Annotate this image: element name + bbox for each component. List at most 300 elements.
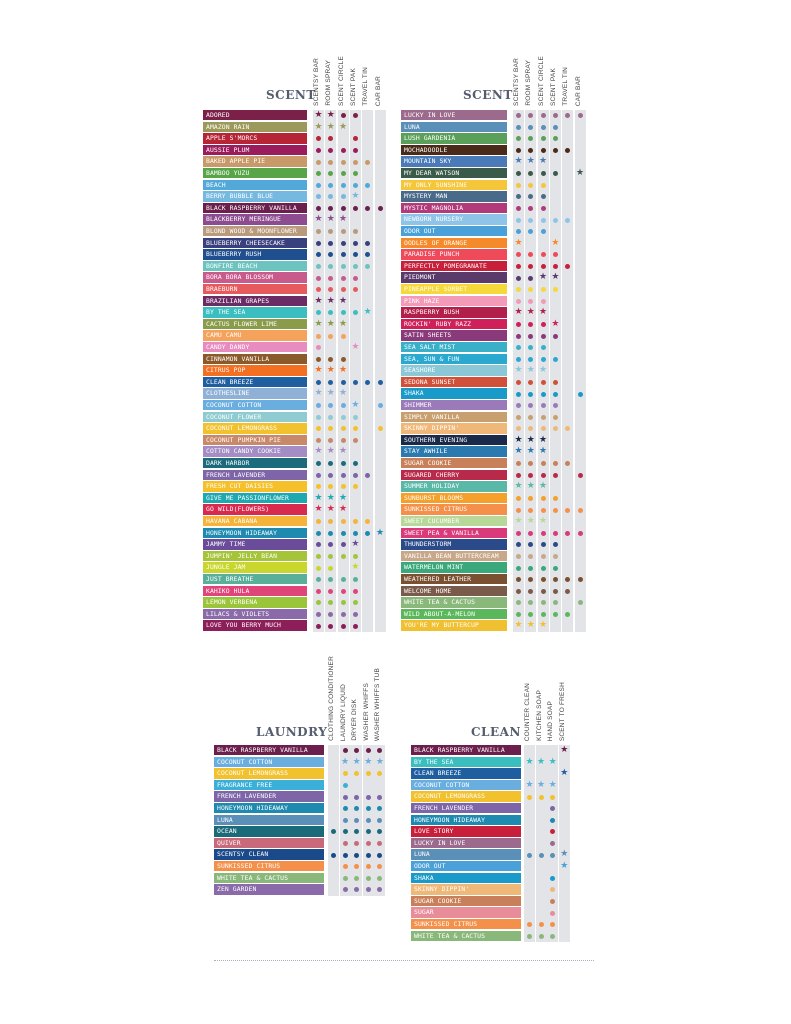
star-icon: ★	[326, 504, 335, 515]
table-row	[203, 423, 387, 435]
dot-icon	[375, 423, 386, 435]
dot-icon	[338, 470, 349, 482]
fragrance-name: SWEET CUCUMBER	[401, 516, 507, 526]
dot-icon	[550, 145, 561, 157]
table-row	[214, 768, 386, 780]
star-icon: ★	[526, 365, 535, 376]
dot-icon	[338, 272, 349, 284]
dot-icon	[536, 791, 547, 803]
star-icon: ★	[314, 388, 323, 399]
table-row	[203, 528, 387, 540]
dot-icon	[513, 226, 524, 238]
table-row	[203, 307, 387, 319]
dot-icon	[513, 110, 524, 122]
column-header-room-spray	[325, 0, 336, 110]
star-icon: ★	[514, 365, 523, 376]
star-icon: ★	[575, 168, 585, 178]
fragrance-name: NEWBORN NURSERY	[401, 214, 507, 224]
dot-icon	[562, 528, 573, 540]
fragrance-name: WEATHERED LEATHER	[401, 574, 507, 584]
fragrance-name: JUMPIN' JELLY BEAN	[203, 551, 307, 561]
dot-icon	[351, 745, 362, 757]
dot-icon	[325, 412, 336, 424]
dot-icon	[340, 791, 351, 803]
fragrance-name: FRENCH LAVENDER	[214, 791, 324, 801]
fragrance-name: SUNBURST BLOOMS	[401, 493, 507, 503]
dot-icon	[538, 562, 549, 574]
star-icon: ★	[525, 756, 534, 767]
table-row	[214, 849, 386, 861]
dot-icon	[525, 423, 536, 435]
fragrance-name: OODLES OF ORANGE	[401, 238, 507, 248]
dot-icon	[547, 838, 558, 850]
column-header-label: TRAVEL TIN	[362, 67, 370, 106]
dot-icon	[562, 110, 573, 122]
star-icon: ★	[551, 318, 560, 329]
dot-icon	[362, 470, 373, 482]
dot-icon	[350, 377, 361, 389]
dot-icon	[340, 780, 351, 792]
dot-icon	[338, 145, 349, 157]
table-row	[401, 122, 587, 134]
table-row	[203, 261, 387, 273]
column-header-clothing-conditioner	[328, 595, 339, 745]
fragrance-name: SUGAR	[411, 907, 521, 917]
dot-icon	[525, 319, 536, 331]
star-icon: ★	[314, 446, 323, 457]
dot-icon	[313, 609, 324, 621]
star-icon: ★	[548, 779, 557, 790]
dot-icon	[350, 551, 361, 563]
fragrance-name: MY DEAR WATSON	[401, 168, 507, 178]
table-row	[203, 249, 387, 261]
fragrance-name: CAMU CAMU	[203, 330, 307, 340]
dot-icon	[525, 214, 536, 226]
star-icon: ★	[560, 745, 569, 755]
dot-icon	[351, 849, 362, 861]
table-row	[411, 838, 570, 850]
dot-icon	[525, 400, 536, 412]
dot-icon	[313, 412, 324, 424]
dot-icon	[374, 884, 385, 896]
column-header-scentsy-bar	[313, 0, 324, 110]
table-row	[401, 342, 587, 354]
dot-icon	[538, 284, 549, 296]
table-row	[411, 896, 570, 908]
table-row	[401, 214, 587, 226]
dot-icon	[325, 145, 336, 157]
table-row	[411, 919, 570, 931]
fragrance-name: BAMBOO YUZU	[203, 168, 307, 178]
dot-icon	[575, 528, 586, 540]
dot-icon	[538, 122, 549, 134]
column-header-scentsy-bar	[513, 0, 524, 110]
table-row	[203, 226, 387, 238]
dot-icon	[340, 884, 351, 896]
dot-icon	[550, 330, 561, 342]
fragrance-name: BY THE SEA	[411, 757, 521, 767]
dot-icon	[547, 873, 558, 885]
dot-icon	[525, 388, 536, 400]
column-header-label: SCENTSY BAR	[313, 58, 320, 106]
dot-icon	[550, 562, 561, 574]
dot-icon	[338, 412, 349, 424]
dot-icon	[350, 110, 361, 122]
dot-icon	[525, 226, 536, 238]
fragrance-name: WHITE TEA & CACTUS	[214, 873, 324, 883]
fragrance-name: BLUEBERRY CHEESECAKE	[203, 238, 307, 248]
fragrance-name: LEMON VERBENA	[203, 597, 307, 607]
dot-icon	[550, 377, 561, 389]
dot-icon	[538, 168, 549, 180]
dot-icon	[562, 423, 573, 435]
dot-icon	[338, 400, 349, 412]
dot-icon	[536, 919, 547, 931]
fragrance-name: BAKED APPLE PIE	[203, 156, 307, 166]
table-row	[401, 354, 587, 366]
dot-icon	[513, 539, 524, 551]
dot-icon	[550, 133, 561, 145]
dot-icon	[525, 133, 536, 145]
table-row	[401, 307, 587, 319]
dot-icon	[575, 597, 586, 609]
fragrance-name: PINK HAZE	[401, 296, 507, 306]
dot-icon	[550, 122, 561, 134]
dot-icon	[547, 849, 558, 861]
fragrance-name: HONEYMOON HIDEAWAY	[214, 803, 324, 813]
fragrance-name: SKINNY DIPPIN'	[411, 884, 521, 894]
dot-icon	[340, 861, 351, 873]
table-row	[203, 539, 387, 551]
dot-icon	[375, 203, 386, 215]
dot-icon	[538, 493, 549, 505]
fragrance-name: JAMMY TIME	[203, 539, 307, 549]
table-row	[214, 780, 386, 792]
fragrance-name: SEA, SUN & FUN	[401, 354, 507, 364]
column-header-label: TRAVEL TIN	[562, 67, 570, 106]
dot-icon	[513, 551, 524, 563]
star-icon: ★	[351, 342, 360, 352]
fragrance-name: COCONUT PUMPKIN PIE	[203, 435, 307, 445]
column-header-dryer-disk	[351, 595, 362, 745]
dot-icon	[374, 849, 385, 861]
scent-title-right: SCENT	[463, 88, 513, 102]
column-header-label: KITCHEN SOAP	[535, 690, 543, 741]
fragrance-name: COTTON CANDY COOKIE	[203, 446, 307, 456]
dot-icon	[351, 768, 362, 780]
dot-icon	[538, 145, 549, 157]
dot-icon	[325, 307, 336, 319]
column-header-hand-soap	[547, 595, 558, 745]
dot-icon	[550, 249, 561, 261]
column-header-label: SCENT CIRCLE	[537, 56, 545, 106]
dot-icon	[513, 528, 524, 540]
fragrance-name: BY THE SEA	[203, 307, 307, 317]
column-header-label: WASHER WHIFFS TUB	[374, 667, 382, 741]
fragrance-name: CLEAN BREEZE	[203, 377, 307, 387]
fragrance-name: OCEAN	[214, 826, 324, 836]
dot-icon	[562, 214, 573, 226]
table-row	[203, 122, 387, 134]
table-row	[401, 400, 587, 412]
fragrance-name: WELCOME HOME	[401, 586, 507, 596]
fragrance-name: SHAKA	[411, 873, 521, 883]
fragrance-name: LOVE STORY	[411, 826, 521, 836]
dot-icon	[338, 516, 349, 528]
table-row	[203, 272, 387, 284]
table-row	[401, 423, 587, 435]
dot-icon	[513, 377, 524, 389]
table-row	[411, 815, 570, 827]
dot-icon	[350, 481, 361, 493]
column-header-room-spray	[525, 0, 536, 110]
dot-icon	[340, 826, 351, 838]
star-icon: ★	[314, 214, 323, 225]
fragrance-name: SHAKA	[401, 388, 507, 398]
fragrance-name: RASPBERRY BUSH	[401, 307, 507, 317]
dot-icon	[325, 156, 336, 168]
fragrance-name: ODOR OUT	[401, 226, 507, 236]
fragrance-name: THUNDERSTORM	[401, 539, 507, 549]
column-header-scent-pak	[350, 0, 361, 110]
fragrance-name: SUGAR COOKIE	[401, 458, 507, 468]
table-row	[401, 272, 587, 284]
dot-icon	[351, 803, 362, 815]
table-row	[203, 481, 387, 493]
table-row	[203, 504, 387, 516]
dot-icon	[513, 562, 524, 574]
dot-icon	[538, 330, 549, 342]
dot-icon	[325, 354, 336, 366]
dot-icon	[524, 931, 535, 943]
dot-icon	[513, 133, 524, 145]
dot-icon	[350, 168, 361, 180]
dot-icon	[313, 180, 324, 192]
column-header-label: DRYER DISK	[351, 699, 359, 741]
fragrance-name: COCONUT COTTON	[411, 780, 521, 790]
fragrance-name: CITRUS POP	[203, 365, 307, 375]
dot-icon	[325, 203, 336, 215]
dot-icon	[525, 272, 536, 284]
fragrance-name: KAHIKO HULA	[203, 586, 307, 596]
star-icon: ★	[326, 121, 335, 132]
table-row	[411, 849, 570, 861]
dot-icon	[513, 284, 524, 296]
fragrance-name: COCONUT COTTON	[214, 757, 324, 767]
dot-icon	[325, 249, 336, 261]
dot-icon	[350, 412, 361, 424]
table-row	[203, 168, 387, 180]
star-icon: ★	[514, 156, 523, 167]
dot-icon	[313, 481, 324, 493]
dot-icon	[538, 319, 549, 331]
dot-icon	[313, 226, 324, 238]
dot-icon	[363, 884, 374, 896]
dot-icon	[313, 377, 324, 389]
dot-icon	[525, 203, 536, 215]
dot-icon	[550, 110, 561, 122]
fragrance-name: SIMPLY VANILLA	[401, 412, 507, 422]
dot-icon	[313, 145, 324, 157]
dot-icon	[538, 377, 549, 389]
star-icon: ★	[364, 756, 373, 767]
dot-icon	[325, 574, 336, 586]
table-row	[401, 203, 587, 215]
table-row	[203, 388, 387, 400]
dot-icon	[513, 145, 524, 157]
dot-icon	[374, 768, 385, 780]
dot-icon	[547, 931, 558, 943]
dot-icon	[350, 528, 361, 540]
dot-icon	[313, 586, 324, 598]
column-header-label: SCENTSY BAR	[513, 58, 520, 106]
star-icon: ★	[341, 756, 350, 767]
table-row	[203, 191, 387, 203]
fragrance-name: BLUEBERRY RUSH	[203, 249, 307, 259]
dot-icon	[350, 156, 361, 168]
table-row	[411, 884, 570, 896]
star-icon: ★	[526, 516, 535, 526]
fragrance-name: SEA SALT MIST	[401, 342, 507, 352]
fragrance-name: ROCKIN' RUBY RAZZ	[401, 319, 507, 329]
dot-icon	[513, 319, 524, 331]
fragrance-name: SCENTSY CLEAN	[214, 849, 324, 859]
column-header-label: HAND SOAP	[547, 700, 555, 741]
table-row	[214, 873, 386, 885]
dot-icon	[525, 296, 536, 308]
table-row	[214, 861, 386, 873]
fragrance-name: PARADISE PUNCH	[401, 249, 507, 259]
dot-icon	[340, 815, 351, 827]
dot-icon	[362, 238, 373, 250]
column-header-car-bar	[375, 0, 386, 110]
fragrance-name: VANILLA BEAN BUTTERCREAM	[401, 551, 507, 561]
table-row	[401, 574, 587, 586]
table-row	[401, 481, 587, 493]
dot-icon	[313, 168, 324, 180]
dot-icon	[340, 803, 351, 815]
fragrance-name: SUNKISSED CITRUS	[411, 919, 521, 929]
dot-icon	[538, 342, 549, 354]
dot-icon	[325, 133, 336, 145]
dot-icon	[538, 470, 549, 482]
dot-icon	[550, 493, 561, 505]
star-icon: ★	[560, 768, 569, 779]
dot-icon	[538, 400, 549, 412]
dot-icon	[513, 330, 524, 342]
star-icon: ★	[314, 504, 323, 515]
dot-icon	[313, 330, 324, 342]
table-row	[203, 435, 387, 447]
fragrance-name: MOUNTAIN SKY	[401, 156, 507, 166]
column-header-label: SCENT PAK	[349, 67, 357, 106]
column-header-travel-tin	[562, 0, 573, 110]
dot-icon	[538, 110, 549, 122]
table-row	[411, 803, 570, 815]
star-icon: ★	[326, 214, 335, 225]
dot-icon	[313, 272, 324, 284]
dot-icon	[363, 838, 374, 850]
fragrance-name: COCONUT LEMONGRASS	[411, 791, 521, 801]
fragrance-name: STAY AWHILE	[401, 446, 507, 456]
dot-icon	[325, 423, 336, 435]
dot-icon	[538, 203, 549, 215]
dot-icon	[513, 249, 524, 261]
dot-icon	[362, 377, 373, 389]
fragrance-name: JUNGLE JAM	[203, 562, 307, 572]
star-icon: ★	[526, 307, 535, 318]
dot-icon	[325, 168, 336, 180]
dot-icon	[538, 458, 549, 470]
dot-icon	[325, 539, 336, 551]
dot-icon	[513, 400, 524, 412]
fragrance-name: SATIN SHEETS	[401, 330, 507, 340]
dot-icon	[525, 354, 536, 366]
dot-icon	[513, 412, 524, 424]
dot-icon	[374, 826, 385, 838]
star-icon: ★	[339, 492, 348, 503]
dot-icon	[338, 458, 349, 470]
dot-icon	[575, 504, 586, 516]
dot-icon	[525, 539, 536, 551]
table-row	[401, 133, 587, 145]
dot-icon	[525, 249, 536, 261]
dot-icon	[313, 284, 324, 296]
dot-icon	[325, 191, 336, 203]
dot-icon	[338, 261, 349, 273]
table-row	[203, 238, 387, 250]
dot-icon	[524, 849, 535, 861]
dot-icon	[350, 203, 361, 215]
star-icon: ★	[339, 446, 348, 457]
dot-icon	[538, 180, 549, 192]
column-header-scent-to-fresh	[559, 595, 570, 745]
fragrance-name: MY ONLY SUNSHINE	[401, 180, 507, 190]
column-header-car-bar	[575, 0, 586, 110]
fragrance-name: BLACK RASPBERRY VANILLA	[411, 745, 521, 755]
table-row	[411, 768, 570, 780]
fragrance-name: LOVE YOU BERRY MUCH	[203, 620, 307, 630]
table-row	[401, 226, 587, 238]
clean-title: CLEAN	[471, 725, 521, 739]
star-icon: ★	[539, 620, 548, 631]
table-row	[401, 156, 587, 168]
dot-icon	[525, 145, 536, 157]
fragrance-name: YOU'RE MY BUTTERCUP	[401, 620, 507, 630]
table-row	[203, 365, 387, 377]
dot-icon	[575, 110, 586, 122]
dotted-divider	[214, 960, 594, 961]
dot-icon	[325, 180, 336, 192]
dot-icon	[313, 539, 324, 551]
column-header-laundry-liquid	[340, 595, 351, 745]
star-icon: ★	[339, 295, 348, 306]
star-icon: ★	[548, 756, 557, 767]
table-row	[203, 284, 387, 296]
fragrance-name: COCONUT FLOWER	[203, 412, 307, 422]
dot-icon	[313, 562, 324, 574]
table-row	[203, 156, 387, 168]
star-icon: ★	[514, 620, 523, 631]
dot-icon	[325, 377, 336, 389]
dot-icon	[550, 168, 561, 180]
column-header-washer-whiffs-tub	[374, 595, 385, 745]
fragrance-name: ODOR OUT	[411, 861, 521, 871]
table-row	[203, 133, 387, 145]
dot-icon	[525, 551, 536, 563]
dot-icon	[513, 296, 524, 308]
dot-icon	[513, 354, 524, 366]
